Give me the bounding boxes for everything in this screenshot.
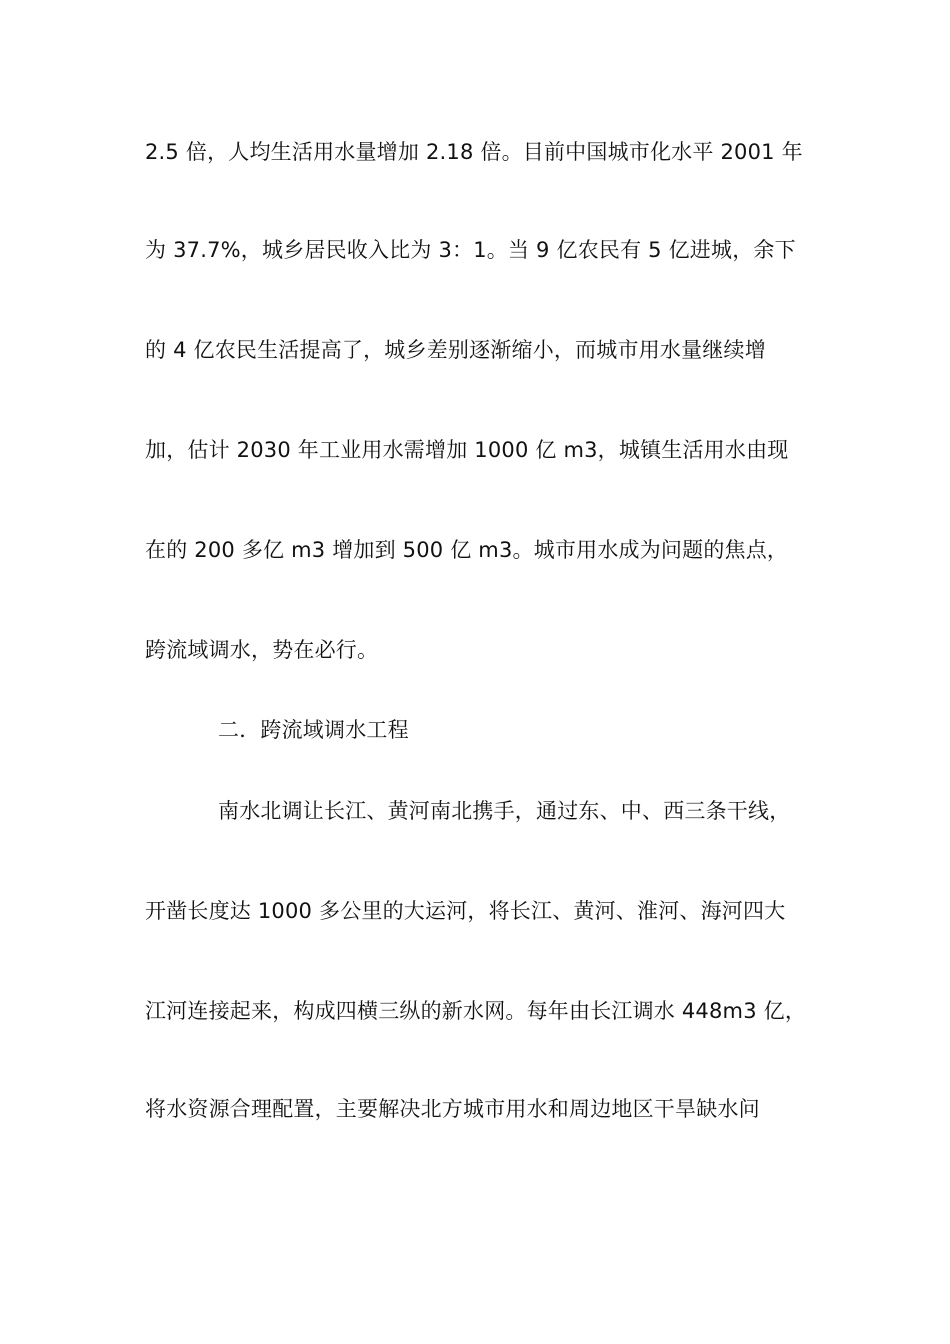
paragraph-line-2: 为 37.7%，城乡居民收入比为 3：1。当 9 亿农民有 5 亿进城，余下 [145,238,796,262]
paragraph-line-8: 开凿长度达 1000 多公里的大运河，将长江、黄河、淮河、海河四大 [145,899,786,923]
paragraph-line-5: 在的 200 多亿 m3 增加到 500 亿 m3。城市用水成为问题的焦点， [145,538,789,562]
paragraph-line-1: 2.5 倍，人均生活用水量增加 2.18 倍。目前中国城市化水平 2001 年 [145,140,803,164]
paragraph-line-4: 加，估计 2030 年工业用水需增加 1000 亿 m3，城镇生活用水由现 [145,438,789,462]
paragraph-line-10: 将水资源合理配置，主要解决北方城市用水和周边地区干旱缺水问 [145,1097,760,1121]
paragraph-line-7: 南水北调让长江、黄河南北携手，通过东、中、西三条干线， [218,799,791,823]
paragraph-line-9: 江河连接起来，构成四横三纵的新水网。每年由长江调水 448m3 亿， [145,999,807,1023]
section-heading: 二．跨流域调水工程 [218,718,409,742]
paragraph-line-3: 的 4 亿农民生活提高了，城乡差别逐渐缩小，而城市用水量继续增 [145,338,766,362]
paragraph-line-6: 跨流域调水，势在必行。 [145,638,379,662]
